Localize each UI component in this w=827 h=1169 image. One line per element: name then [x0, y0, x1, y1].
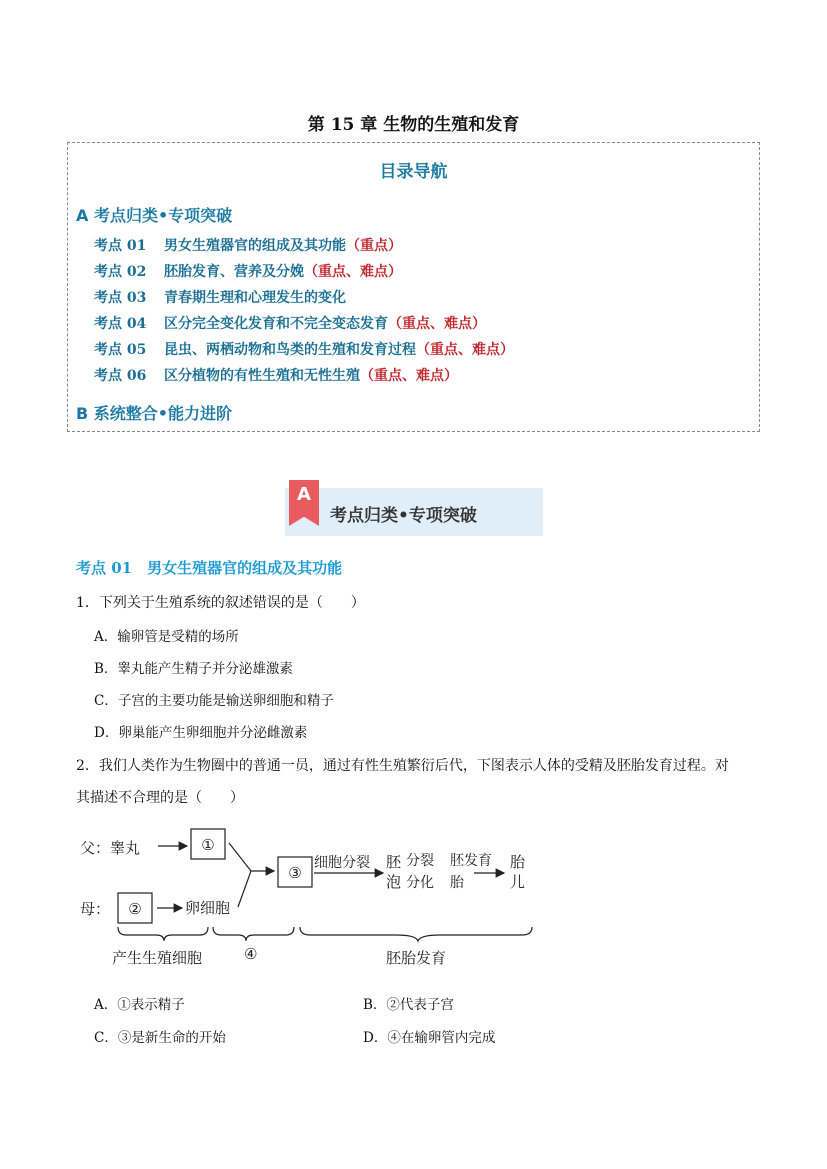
question-stem: 2．我们人类作为生物圈中的普通一员，通过有性生殖繁衍后代，下图表示人体的受精及胚胎发育过程。对 [76, 758, 729, 774]
badge-letter: A [297, 484, 311, 505]
toc-item[interactable] [94, 313, 486, 333]
stage-label: 胚 [386, 853, 402, 871]
toc-item-text: 男女生殖器官的组成及其功能 [164, 238, 346, 254]
toc-item-text: 青春期生理和心理发生的变化 [164, 290, 346, 306]
toc-item[interactable] [94, 339, 514, 359]
toc-item[interactable] [94, 235, 402, 255]
q2-option-c[interactable]: C．③是新生命的开始 [94, 1030, 226, 1046]
q2-option-b[interactable]: B．②代表子宫 [363, 997, 454, 1013]
toc-item-tag: （重点、难点） [304, 264, 402, 280]
stage-label: 胎 [510, 853, 526, 871]
kaodian-heading: 考点 01 男女生殖器官的组成及其功能 [76, 559, 343, 577]
toc-item-tag: （重点、难点） [388, 316, 486, 332]
stage-label: 胎 [450, 875, 464, 891]
toc-item-tag: （重点、难点） [360, 368, 458, 384]
toc-item-tag: （重点、难点） [416, 342, 514, 358]
mother-label: 母： [80, 900, 111, 918]
box-label: ③ [288, 864, 302, 882]
toc-item-num: 考点 02 [94, 264, 147, 280]
page-title: 第 15 章 生物的生殖和发育 [307, 115, 520, 135]
toc-item[interactable] [94, 287, 346, 307]
toc-item-num: 考点 05 [94, 342, 147, 358]
brace-label: ④ [244, 945, 258, 963]
q1-option-b[interactable]: B．睾丸能产生精子并分泌雄激素 [94, 661, 293, 677]
stage-label: 分裂 [406, 853, 434, 869]
stage-label: 泡 [386, 873, 402, 891]
cell-division-label: 细胞分裂 [314, 855, 370, 871]
brace-label: 产生生殖细胞 [112, 949, 203, 967]
toc-section-a[interactable]: A 考点归类•专项突破 [76, 206, 233, 225]
toc-item[interactable] [94, 365, 458, 385]
brace-label: 胚胎发育 [386, 949, 447, 967]
father-label: 父：睾丸 [80, 839, 141, 857]
q1-option-a[interactable]: A．输卵管是受精的场所 [94, 629, 239, 645]
egg-label: 卵细胞 [185, 899, 231, 917]
toc-item-tag: （重点） [346, 238, 402, 254]
box-label: ② [128, 900, 142, 918]
toc-item[interactable] [94, 261, 402, 281]
toc-item-num: 考点 01 [94, 238, 147, 254]
toc-item-text: 区分完全变化发育和不完全变态发育 [164, 316, 388, 332]
stage-label: 儿 [510, 873, 526, 891]
q2-option-a[interactable]: A．①表示精子 [94, 997, 185, 1013]
question-stem: 其描述不合理的是（ ） [76, 790, 244, 806]
q1-option-c[interactable]: C．子宫的主要功能是输送卵细胞和精子 [94, 693, 334, 709]
banner-text: 考点归类•专项突破 [330, 506, 477, 526]
toc-item-text: 胚胎发育、营养及分娩 [164, 264, 304, 280]
stage-label: 胚发育 [450, 853, 492, 869]
box-label: ① [201, 836, 215, 854]
toc-item-text: 昆虫、两栖动物和鸟类的生殖和发育过程 [164, 342, 416, 358]
q1-option-d[interactable]: D．卵巢能产生卵细胞并分泌雌激素 [94, 725, 308, 741]
toc-item-num: 考点 03 [94, 290, 147, 306]
q2-option-d[interactable]: D．④在输卵管内完成 [363, 1030, 496, 1046]
toc-heading: 目录导航 [379, 162, 448, 182]
toc-section-b[interactable]: B 系统整合•能力进阶 [76, 404, 232, 423]
toc-item-text: 区分植物的有性生殖和无性生殖 [164, 368, 360, 384]
question-stem: 1．下列关于生殖系统的叙述错误的是（ ） [76, 595, 365, 611]
toc-item-num: 考点 06 [94, 368, 147, 384]
toc-box [67, 142, 760, 432]
fertilization-diagram [76, 823, 546, 971]
stage-label: 分化 [406, 875, 434, 891]
toc-item-num: 考点 04 [94, 316, 147, 332]
